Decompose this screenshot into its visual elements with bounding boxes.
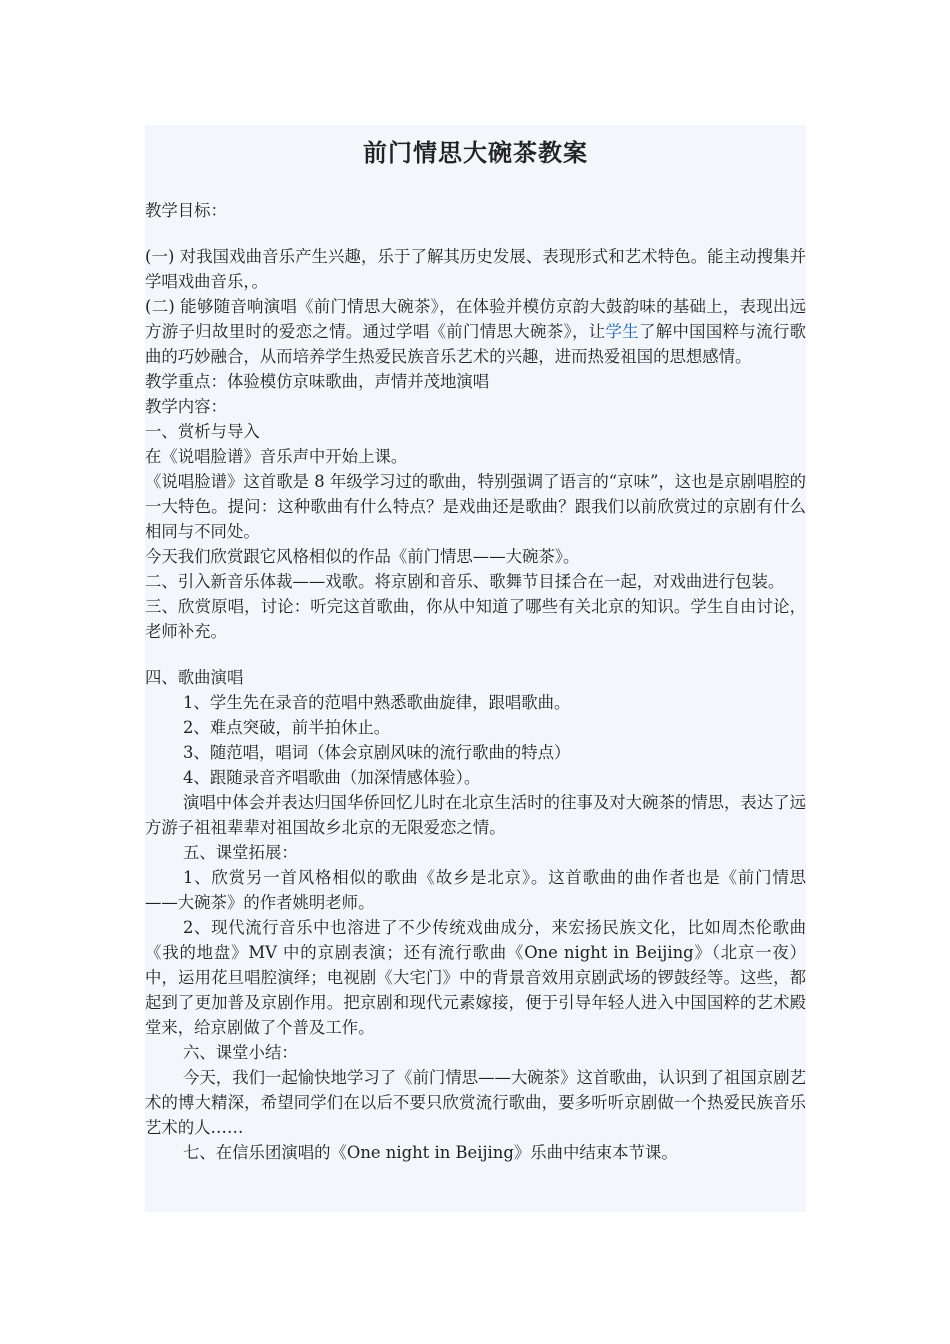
section-1-heading: 一、赏析与导入	[145, 422, 260, 441]
section-2: 二、引入新音乐体裁——戏歌。将京剧和音乐、歌舞节目揉合在一起，对戏曲进行包装。	[145, 572, 785, 591]
document-body	[145, 198, 806, 1165]
section-1-intro: 在《说唱脸谱》音乐声中开始上课。	[145, 447, 408, 466]
singing-note: 演唱中体会并表达归国华侨回忆儿时在北京生活时的往事及对大碗茶的情思，表达了远方游子祖祖辈辈对祖国故乡北京的无限爱恋之情。	[145, 793, 806, 837]
step-4: 4、跟随录音齐唱歌曲（加深情感体验）。	[183, 768, 481, 787]
section-3: 三、欣赏原唱，讨论：听完这首歌曲，你从中知道了哪些有关北京的知识。学生自由讨论，老师补充。	[145, 597, 806, 641]
section-7: 七、在信乐团演唱的《One night in Beijing》乐曲中结束本节课。	[183, 1143, 678, 1162]
section-1-transition: 今天我们欣赏跟它风格相似的作品《前门情思——大碗茶》。	[145, 547, 580, 566]
section-1-text: 《说唱脸谱》这首歌是 8 年级学习过的歌曲，特别强调了语言的“京味”，这也是京剧唱腔的一大特色。提问：这种歌曲有什么特点？是戏曲还是歌曲？跟我们以前欣赏过的京剧有什么相同与不同处。	[145, 472, 806, 541]
objective-2-text-b: 了解中国国粹与流行歌曲的巧妙融合，从而培养学生热爱民族音乐艺术的兴趣，进而热爱祖国的思想感情。	[145, 322, 807, 366]
document-title: 前门情思大碗茶教案	[363, 139, 588, 167]
key-point: 教学重点：体验模仿京味歌曲，声情并茂地演唱	[145, 372, 490, 391]
step-3: 3、随范唱，唱词（体会京剧风味的流行歌曲的特点）	[183, 743, 571, 762]
objective-2-text-a: (二) 能够随音响演唱《前门情思大碗茶》，在体验并模仿京韵大鼓韵味的基础上，表现出远方游子归故里时的爱恋之情。通过学唱《前门情思大碗茶》，让	[145, 297, 806, 341]
content-heading: 教学内容：	[145, 397, 227, 416]
objectives-heading: 教学目标：	[145, 201, 227, 220]
objective-1: (一) 对我国戏曲音乐产生兴趣，乐于了解其历史发展、表现形式和艺术特色。能主动搜集并学唱戏曲音乐，。	[145, 247, 806, 291]
step-2: 2、难点突破，前半拍休止。	[183, 718, 391, 737]
step-1: 1、学生先在录音的范唱中熟悉歌曲旋律，跟唱歌曲。	[183, 693, 571, 712]
section-5-heading: 五、课堂拓展：	[183, 843, 298, 862]
objective-2	[145, 294, 806, 369]
student-link[interactable]: 学生	[605, 322, 639, 341]
extension-1: 1、欣赏另一首风格相似的歌曲《故乡是北京》。这首歌曲的曲作者也是《前门情思——大碗茶》的作者姚明老师。	[145, 868, 806, 912]
section-4-heading: 四、歌曲演唱	[145, 668, 244, 687]
summary: 今天，我们一起愉快地学习了《前门情思——大碗茶》这首歌曲，认识到了祖国京剧艺术的博大精深，希望同学们在以后不要只欣赏流行歌曲，要多听听京剧做一个热爱民族音乐艺术的人……	[145, 1068, 806, 1137]
section-6-heading: 六、课堂小结：	[183, 1043, 298, 1062]
extension-2: 2、现代流行音乐中也溶进了不少传统戏曲成分，来宏扬民族文化，比如周杰伦歌曲《我的地盘》MV 中的京剧表演；还有流行歌曲《One night in Beijing》（北京一夜）中，运用花旦唱腔演绎；电视剧《大宅门》中的背景音效用京剧武场的锣鼓经等。这些，都起到了更加普及京剧作用。把京剧和现代元素嫁接，便于引导年轻人进入中国国粹的艺术殿堂来，给京剧做了个普及工作。	[145, 918, 806, 1037]
